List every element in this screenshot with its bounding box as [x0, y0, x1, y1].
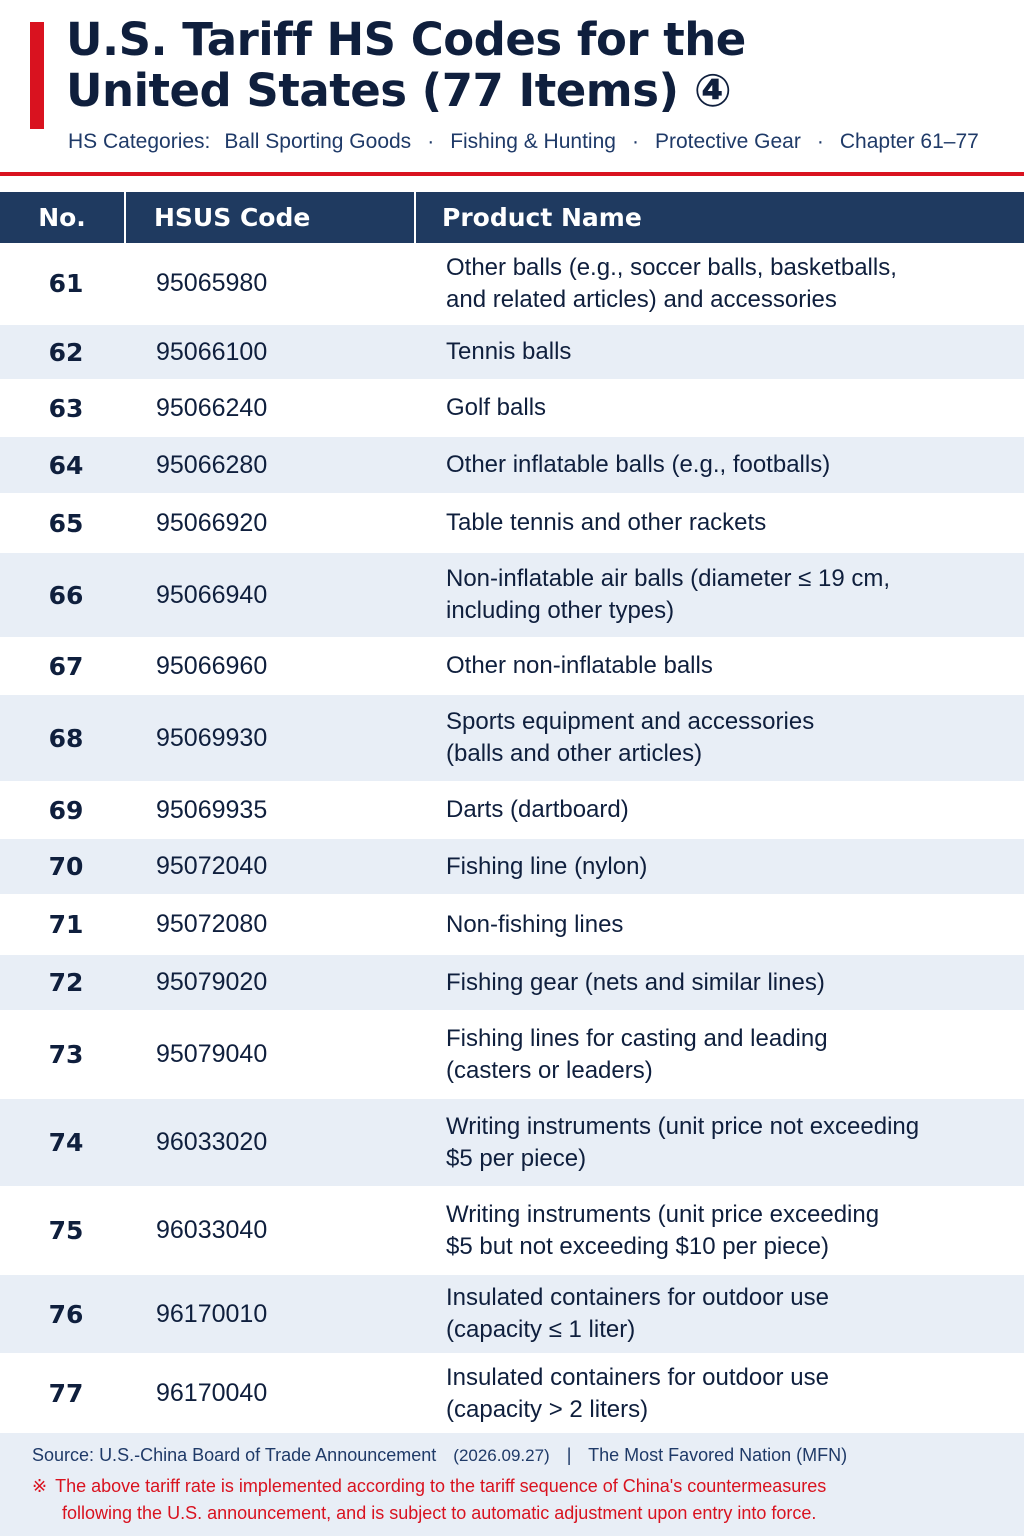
product-name-line: (casters or leaders) [446, 1056, 653, 1084]
hsus-code: 95079020 [156, 968, 268, 996]
table-header [0, 192, 1024, 243]
row-number: 74 [48, 1128, 84, 1157]
source-label: Source: [32, 1445, 95, 1465]
title-line-2: United States (77 Items) ④ [66, 64, 732, 117]
table-body [0, 243, 1024, 1434]
table-row [0, 695, 1024, 782]
row-number: 63 [48, 393, 84, 423]
table-row [0, 243, 1024, 325]
row-number: 71 [48, 910, 84, 939]
category-item: Ball Sporting Goods [224, 130, 412, 153]
hsus-code: 95072040 [156, 852, 268, 880]
product-name-line: Insulated containers for outdoor use [446, 1284, 829, 1311]
page-title [66, 14, 966, 116]
table-row [0, 895, 1024, 955]
table-row [0, 1187, 1024, 1275]
product-name-line: (capacity ≤ 1 liter) [446, 1316, 636, 1343]
category-item: Chapter 61–77 [839, 130, 979, 153]
row-number: 72 [48, 968, 84, 997]
footnote [32, 1473, 932, 1527]
footnote-line-2: following the U.S. announcement, and is subject to automatic adjustment upon entry into force. [62, 1503, 817, 1523]
hsus-code: 96170010 [156, 1299, 268, 1328]
category-subtitle [68, 130, 1018, 154]
product-name-line: Darts (dartboard) [446, 796, 629, 823]
product-name [446, 252, 1024, 316]
row-number: 62 [48, 337, 84, 367]
product-name [446, 1199, 1024, 1263]
product-name [446, 449, 1024, 481]
hsus-code: 95066240 [156, 393, 268, 422]
table-row [0, 325, 1024, 380]
source-mfn: The Most Favored Nation (MFN) [588, 1445, 848, 1465]
product-name-line: $5 but not exceeding $10 per piece) [446, 1232, 829, 1260]
row-number: 65 [48, 508, 84, 538]
row-number: 76 [48, 1299, 84, 1329]
hsus-code: 95072080 [156, 910, 268, 938]
table-row [0, 553, 1024, 638]
row-number: 70 [48, 852, 84, 881]
table-row [0, 839, 1024, 895]
product-name-line: Non-inflatable air balls (diameter ≤ 19 cm, [446, 565, 891, 592]
product-name-line: and related articles) and accessories [446, 285, 837, 313]
table-row [0, 1354, 1024, 1434]
row-number: 61 [48, 269, 84, 298]
product-name [446, 1023, 1024, 1087]
product-name [446, 650, 1024, 682]
product-name [446, 563, 1024, 627]
title-line-1: U.S. Tariff HS Codes for the [66, 13, 746, 66]
column-header-no: No. [0, 192, 126, 243]
row-number: 77 [48, 1379, 84, 1408]
row-number: 73 [48, 1040, 84, 1069]
category-separator: · [427, 130, 435, 153]
table-row [0, 638, 1024, 695]
category-separator: · [816, 130, 824, 153]
column-header-product: Product Name [442, 203, 642, 232]
source-date: (2026.09.27) [453, 1446, 550, 1465]
source-line [32, 1445, 847, 1466]
product-name [446, 1362, 1024, 1426]
hsus-code: 95069930 [156, 723, 268, 752]
product-name-line: Sports equipment and accessories [446, 708, 815, 735]
product-name-line: $5 per piece) [446, 1144, 587, 1172]
row-number: 67 [48, 651, 84, 681]
product-name-line: Other non-inflatable balls [446, 652, 713, 679]
row-number: 68 [48, 723, 84, 753]
product-name [446, 1282, 1024, 1346]
product-name [446, 706, 1024, 770]
product-name-line: Fishing lines for casting and leading [446, 1024, 828, 1052]
hsus-code: 96033020 [156, 1128, 268, 1156]
row-number: 64 [48, 450, 84, 480]
category-item: Fishing & Hunting [450, 130, 616, 153]
product-name-line: Writing instruments (unit price exceeding [446, 1200, 880, 1228]
product-name-line: Fishing line (nylon) [446, 852, 648, 880]
hsus-code: 95066960 [156, 651, 268, 680]
hsus-code: 95066920 [156, 508, 268, 537]
product-name [446, 851, 1024, 883]
table-row [0, 782, 1024, 839]
hsus-code: 95069935 [156, 795, 268, 824]
product-name-line: Fishing gear (nets and similar lines) [446, 968, 825, 996]
hsus-code: 96170040 [156, 1379, 268, 1407]
product-name-line: Golf balls [446, 394, 547, 421]
source-separator: | [566, 1445, 572, 1465]
row-number: 66 [48, 580, 84, 610]
title-accent-bar [30, 22, 44, 129]
table-row [0, 437, 1024, 494]
product-name [446, 909, 1024, 941]
category-separator: · [631, 130, 639, 153]
hsus-code: 95079040 [156, 1040, 268, 1068]
table-row [0, 955, 1024, 1011]
header-divider [0, 172, 1024, 176]
hsus-code: 96033040 [156, 1216, 268, 1244]
product-name [446, 1111, 1024, 1175]
table-row [0, 1099, 1024, 1187]
product-name-line: including other types) [446, 597, 675, 624]
product-name-line: (capacity > 2 liters) [446, 1395, 649, 1423]
product-name [446, 967, 1024, 999]
category-item: Protective Gear [654, 130, 801, 153]
product-name-line: Other inflatable balls (e.g., footballs) [446, 451, 831, 478]
product-name-line: Other balls (e.g., soccer balls, basketballs, [446, 253, 897, 281]
row-number: 69 [48, 795, 84, 825]
subtitle-lead: HS Categories: [68, 130, 211, 153]
product-name [446, 392, 1024, 424]
hsus-code: 95066940 [156, 580, 268, 609]
hsus-code: 95066280 [156, 450, 268, 479]
hsus-code: 95066100 [156, 337, 268, 366]
product-name [446, 507, 1024, 539]
product-name-line: Tennis balls [446, 338, 572, 365]
row-number: 75 [48, 1216, 84, 1245]
table-row [0, 1011, 1024, 1099]
table-row [0, 494, 1024, 553]
column-header-code: HSUS Code [126, 192, 416, 243]
table-row [0, 1275, 1024, 1354]
hsus-code: 95065980 [156, 269, 268, 297]
product-name [446, 794, 1024, 826]
product-name [446, 336, 1024, 368]
product-name-line: Writing instruments (unit price not exceeding [446, 1112, 920, 1140]
footnote-line-1: The above tariff rate is implemented according to the tariff sequence of China's countermeasures [55, 1476, 827, 1496]
product-name-line: Table tennis and other rackets [446, 509, 767, 536]
reference-mark: ※ [32, 1476, 48, 1496]
product-name-line: Non-fishing lines [446, 910, 624, 938]
source-text: U.S.-China Board of Trade Announcement [99, 1445, 437, 1465]
footer [0, 1433, 1024, 1536]
product-name-line: Insulated containers for outdoor use [446, 1363, 829, 1391]
product-name-line: (balls and other articles) [446, 740, 703, 767]
table-row [0, 380, 1024, 437]
